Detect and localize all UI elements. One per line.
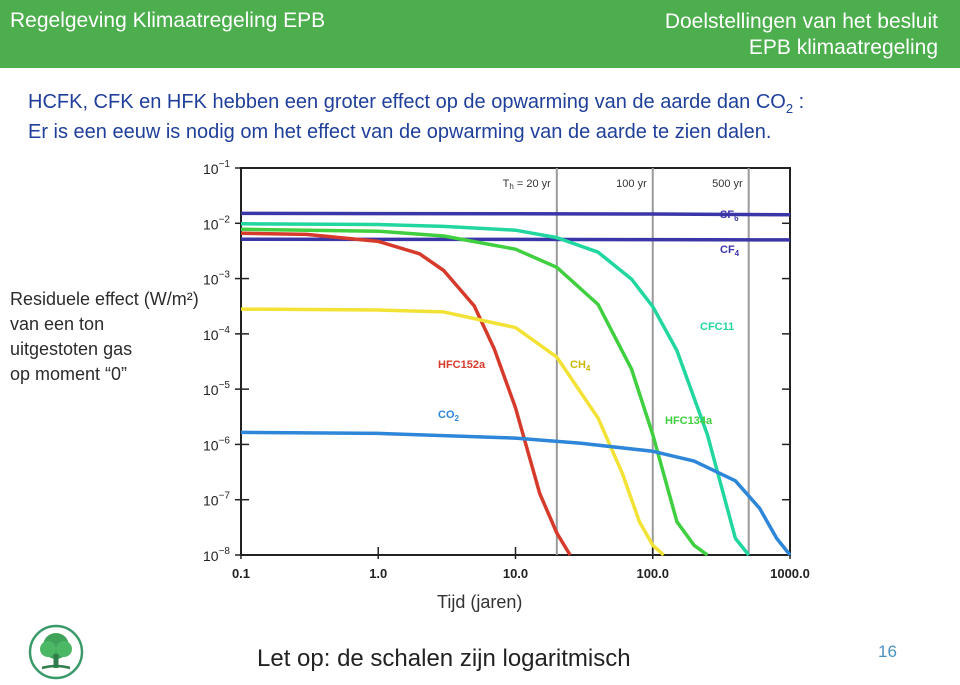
x-tick-label: 100.0: [636, 566, 670, 581]
y-axis-description: [10, 287, 199, 387]
y-desc-line-1: Residuele effect (W/m²): [10, 289, 199, 309]
series-label: HFC152a: [438, 359, 486, 371]
series-label: $CH_4$: [570, 359, 591, 373]
y-tick-label: $10^{-7}$: [203, 490, 230, 509]
header-right-line2: EPB klimaatregeling: [748, 36, 938, 59]
x-tick-label: 0.1: [231, 566, 251, 581]
series-label: CFC11: [700, 321, 735, 333]
plot-area: [241, 168, 790, 555]
series-line: [241, 239, 790, 240]
y-tick-label: $10^{-2}$: [203, 214, 230, 233]
y-desc-line-4: op moment “0”: [10, 364, 128, 384]
page-number: 16: [878, 642, 897, 661]
y-desc-line-3: uitgestoten gas: [10, 339, 133, 359]
intro-line-2: Er is een eeuw is nodig om het effect van de opwarming van de aarde te zien dalen.: [28, 121, 772, 143]
time-horizon-label: Th = 20 yr: [502, 178, 551, 191]
series-label: $SF_6$: [720, 209, 739, 223]
series-label: $CF_4$: [720, 244, 740, 258]
time-horizon-label: 100 yr: [616, 178, 647, 190]
x-tick-label: 1.0: [369, 566, 388, 581]
y-tick-label: $10^{-4}$: [203, 324, 230, 343]
series-line: [241, 213, 790, 214]
y-tick-label: $10^{-3}$: [203, 269, 230, 288]
x-tick-label: 10.0: [502, 566, 529, 581]
header-left-title: Regelgeving Klimaatregeling EPB: [10, 9, 326, 32]
y-tick-label: $10^{-6}$: [203, 435, 230, 454]
x-axis-title: Tijd (jaren): [437, 592, 523, 612]
intro-line-1-text: HCFK, CFK en HFK hebben een groter effect op de opwarming van de aarde dan CO: [28, 91, 786, 113]
y-desc-line-2: van een ton: [10, 314, 105, 334]
footer-note: Let op: de schalen zijn logaritmisch: [257, 645, 631, 672]
tree-icon: [28, 624, 84, 685]
x-tick-label: 1000.0: [770, 566, 810, 581]
y-tick-label: $10^{-1}$: [203, 159, 230, 177]
series-label: $CO_2$: [438, 409, 459, 423]
intro-line-1-suffix: :: [793, 91, 805, 113]
series-label: HFC134a: [665, 415, 713, 427]
intro-line-1-sub: 2: [785, 101, 794, 116]
header-right-line1: Doelstellingen van het besluit: [664, 10, 938, 33]
y-tick-label: $10^{-8}$: [203, 546, 230, 564]
y-tick-label: $10^{-5}$: [203, 380, 230, 399]
time-horizon-label: 500 yr: [712, 178, 743, 190]
chart-frame: [241, 168, 790, 555]
